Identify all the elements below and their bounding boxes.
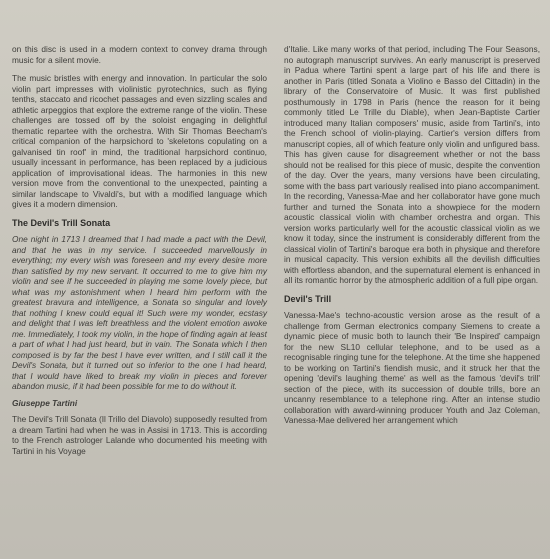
tartini-quote: One night in 1713 I dreamed that I had made a pact with the Devil, and that he was in my service. I succeeded marvellously in everything; my every wish was foreseen and my every desire more than satisfied by my new servant. It occurred to me to give him my violin and see if he succeeded in playing me some lovely piece, but what was my astonishment when I heard him perform with the greatest bravura and intelligence, a Sonata so singular and lovely that nothing I knew could equal it! Such were my wonder, ecstasy and delight that I was left breathless and the violent emotion awoke me. Immediately, I took my violin, in the hope of finding again at least a part of what I had just heard, but in vain. The Sonata which I then composed is by far the best I have ever written, and I still call it the Devil's Sonata, but it turned out so inferior to the one I had heard, that I would have liked to break my violin in pieces and forever abandon music, if it had been possible for me to do without it. [12,234,267,391]
music-paragraph: The music bristles with energy and innovation. In particular the solo violin part impresses with violinistic pyrotechnics, such as flying tenths, staccato and ricochet passages and even sizzling scales and athletic arpeggios that explore the extreme range of the violin. These challenges are tossed off by the soloist engaging in delightful thematic repartee with the orchestra. With Sir Thomas Beecham's critical companion of the harpsichord to 'skeletons copulating on a galvanised tin roof' in mind, the traditional harpsichord continuo, usually incessant in performance, has been replaced by a judicious application of improvisational ideas. The harmonies in this new version move from the conventional to the unexpected, painting a similar landscape to Vivaldi's, but with a modified language which gives it a modern dimension. [12,73,267,209]
section-heading-devils-trill: Devil's Trill [284,293,332,304]
intro-paragraph: on this disc is used in a modern context to convey drama through music for a silent movie. [12,44,267,65]
sonata-history-paragraph: The Devil's Trill Sonata (Il Trillo del Diavolo) supposedly resulted from a dream Tartini had when he was in Assisi in 1713. This is according to the French astrologer Lalande who documented his meeting with Tartini in his Voyage [12,414,267,456]
section-heading-devils-trill-sonata: The Devil's Trill Sonata [12,217,111,228]
quote-author: Giuseppe Tartini [12,397,78,408]
techno-version-paragraph: Vanessa-Mae's techno-acoustic version arose as the result of a challenge from German electronics company Siemens to create a dynamic piece of music both to launch their 'Be Inspired' campaign for the new SL10 cellular telephone, and to be used as a recognisable ringing tune for the telephone. At the time she happened to be working on Tartini's fiendish music, and it struck her that the opening 'devil's laughing theme' as well as the famous 'devil's trill' section of the piece, with its succession of double trills, bore an uncanny resemblance to a telephone ring. After an intense studio collaboration with award-winning producer Youth and Jaz Coleman, Vanessa-Mae delivered her arrangement which [284,310,541,425]
right-column [284,44,540,434]
manuscript-paragraph: d'Italie. Like many works of that period, including The Four Seasons, no autograph manuscript survives. An early manuscript is preserved in Padua where Tartini spent a large part of his life and there is another in Paris (titled Sonata a Violino e Basso del Cittadin) in the library of the Conservatoire of Music. It was first published posthumously in 1798 in Paris (hence the reason for it being commonly titled Le Trille du Diable), when Jean-Baptiste Cartier introduced many Italian composers' music, aside from Tartini's, into the French school of violin-playing. Cartier's version differs from manuscript copies, all of which feature only violin and unfigured bass. This has given cause for disagreement whether or not the bass should not be realised for this piece of music, despite the convention of the day. Over the years, many versions have been circulating, some with the bass part variously realised into piano accompaniment. In the recording, Vanessa-Mae and her collaborator have gone much further and turned the Sonata into a showpiece for the modern acoustic classical violin with chamber orchestra and organ. This version works particularly well for the acoustic classical violin as we know it today, since the instrument is considerably different from the classical violin of Tartini's baroque era both in physique and therefore in musical capacity. This version exhibits all the devilish difficulties with effortless abandon, and the supernatural element is enhanced in all its romantic horror by the atmospheric addition of a full pipe organ. [284,44,540,285]
left-column [12,44,267,464]
